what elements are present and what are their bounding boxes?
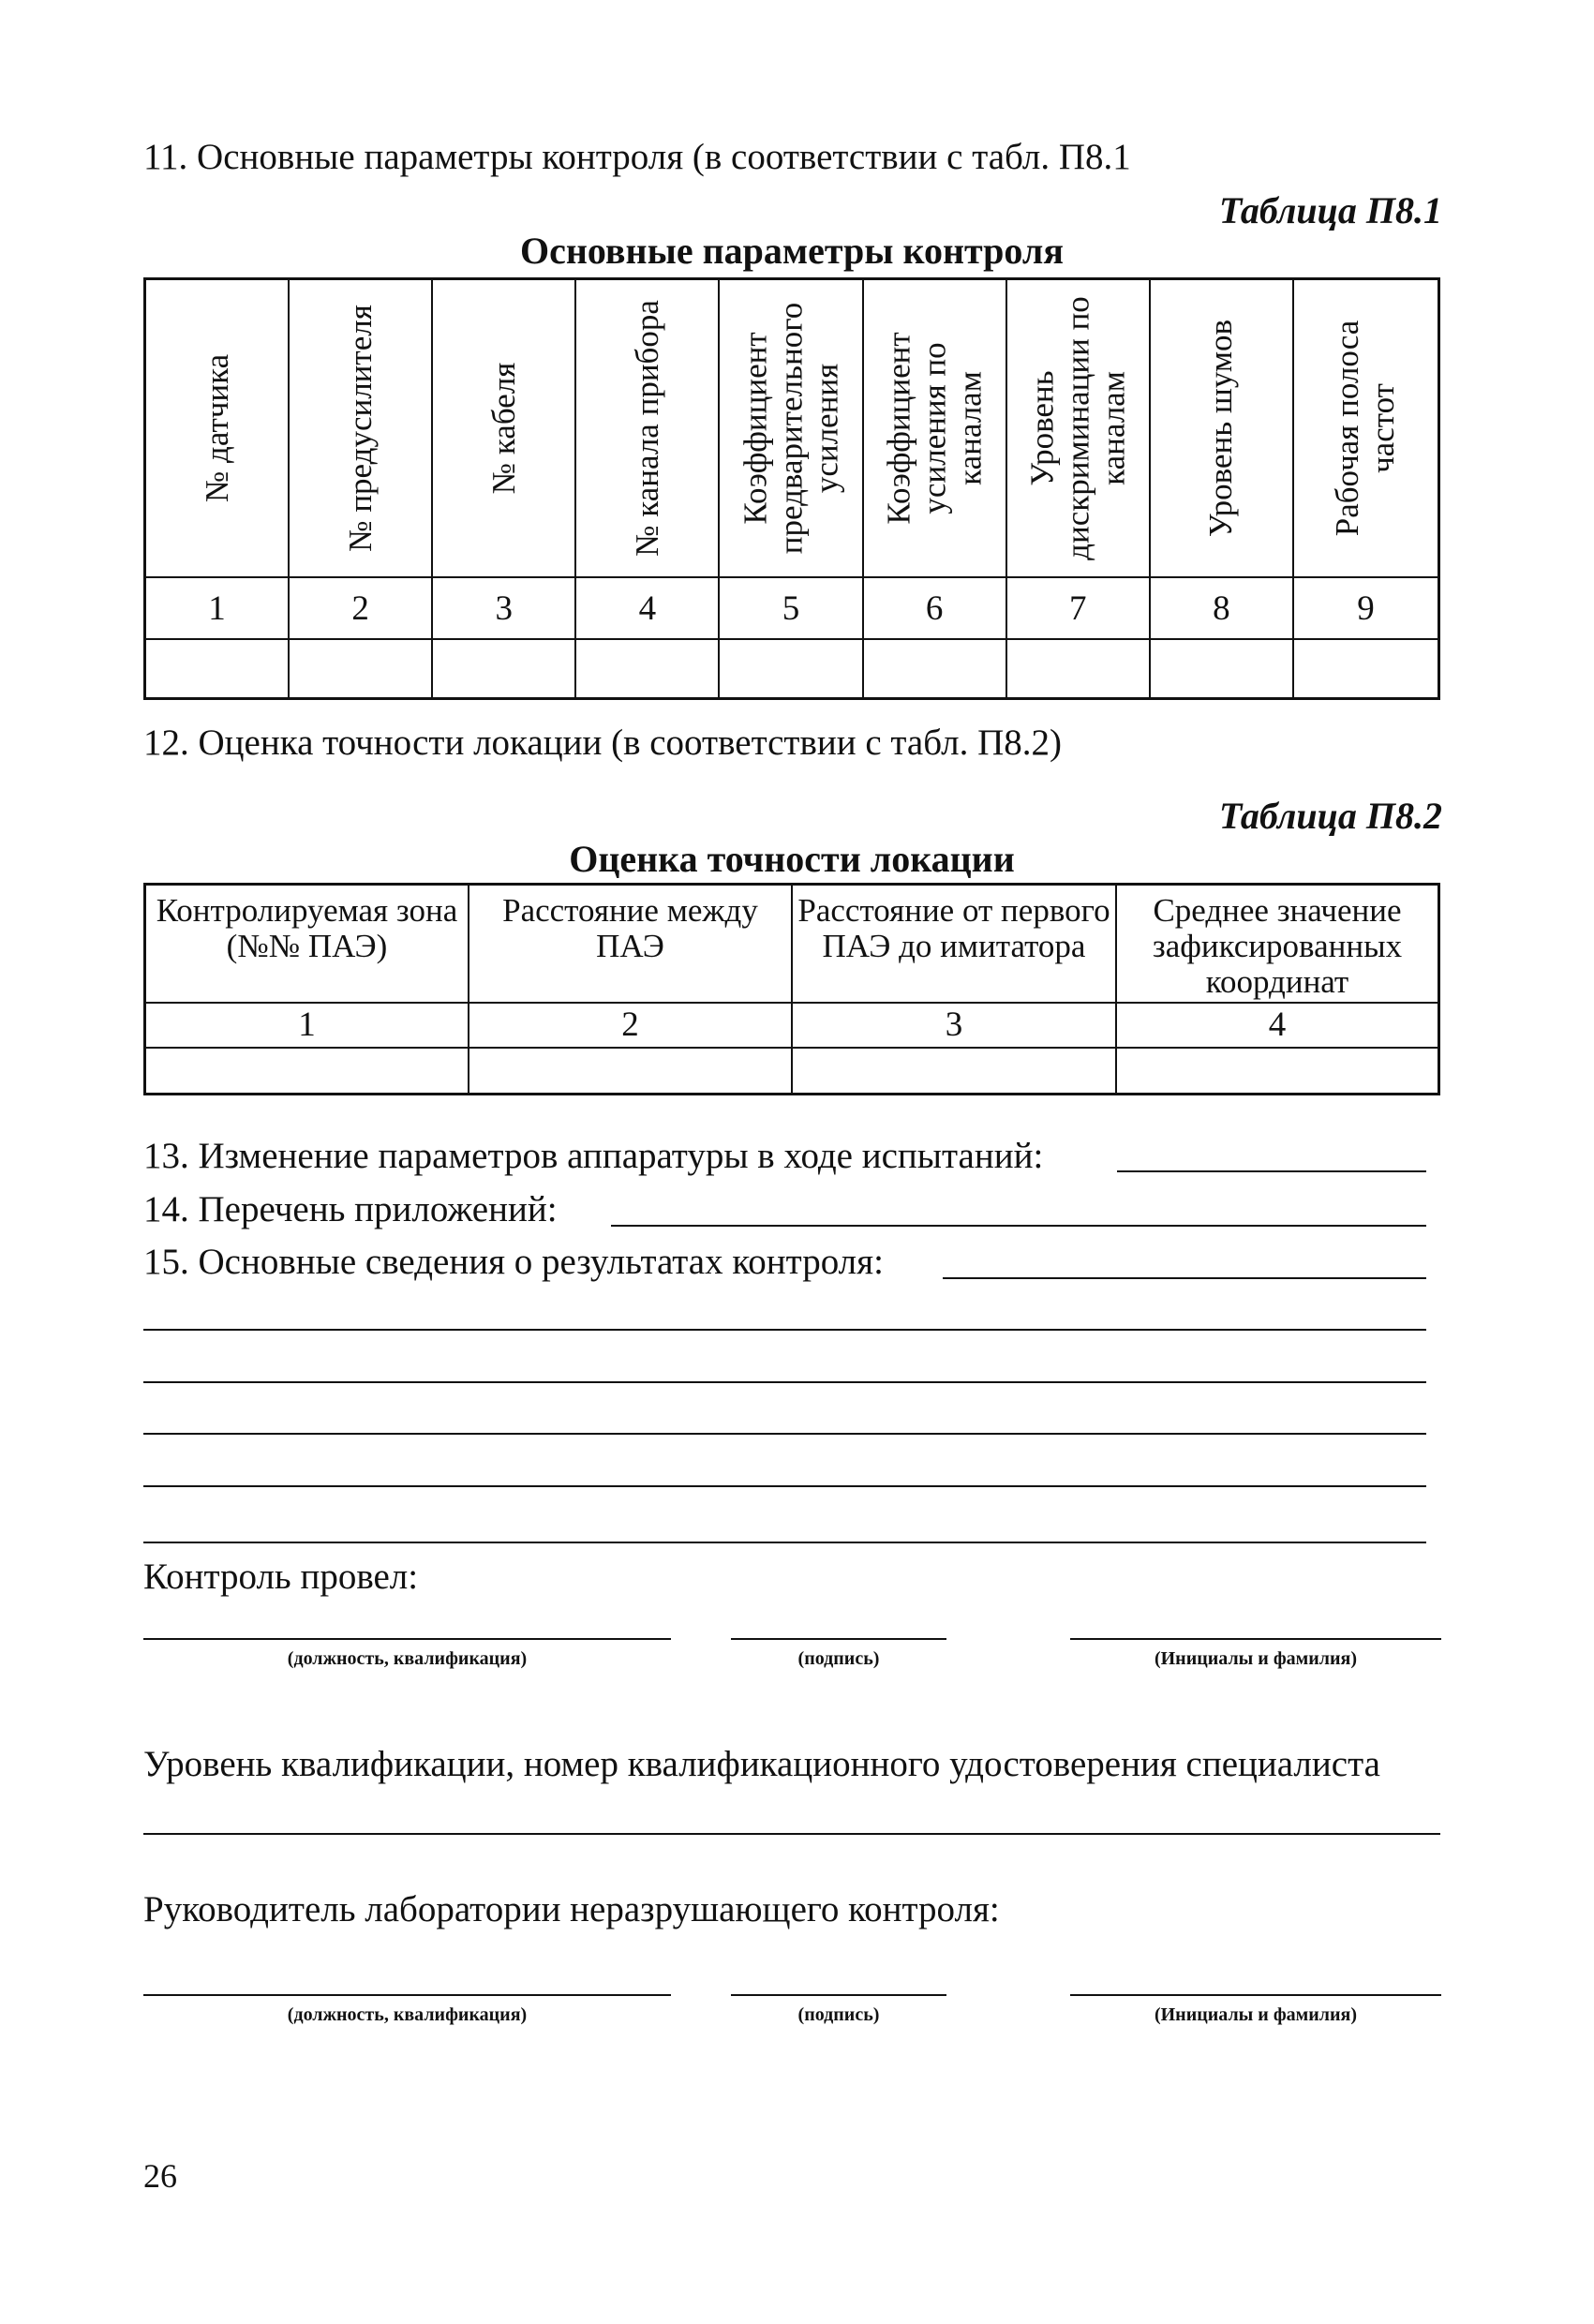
table1-title: Основные параметры контроля — [520, 230, 1064, 272]
table1-column-number: 9 — [1294, 578, 1438, 640]
controlled-by-label: Контроль провел: — [143, 1557, 419, 1597]
name-line[interactable] — [1070, 1994, 1441, 1996]
position-caption: (должность, квалификация) — [287, 2004, 528, 2025]
table1-header-text: № предусилителя — [341, 305, 379, 552]
table1-column-number: 8 — [1151, 578, 1294, 640]
table1-header-cell — [433, 280, 576, 578]
results-blank-line[interactable] — [143, 1433, 1426, 1435]
results-blank-line[interactable] — [143, 1485, 1426, 1487]
page-number: 26 — [143, 2157, 177, 2195]
table1-label: Таблица П8.1 — [1218, 189, 1442, 231]
table2-empty-cell[interactable] — [469, 1049, 793, 1093]
table1-column-number: 1 — [146, 578, 290, 640]
table1-empty-cell[interactable] — [576, 640, 720, 697]
table1-header-cell — [1007, 280, 1151, 578]
table1-header-cell — [146, 280, 290, 578]
table1-header-text: Уровень шумов — [1202, 319, 1240, 538]
table2-empty-cell[interactable] — [1117, 1049, 1438, 1093]
signature-caption: (подпись) — [797, 1648, 880, 1669]
table1-column-number: 6 — [864, 578, 1007, 640]
table1-empty-cell[interactable] — [146, 640, 290, 697]
table1-empty-cell[interactable] — [1007, 640, 1151, 697]
results-blank-line[interactable] — [143, 1542, 1426, 1543]
results-blank-line[interactable] — [143, 1329, 1426, 1331]
item-11-text: 11. Основные параметры контроля (в соответствии с табл. П8.1 — [143, 137, 1131, 177]
table1-column-number: 3 — [433, 578, 576, 640]
table2-header-cell: Контролируемая зона (№№ ПАЭ) — [146, 886, 469, 1004]
table2 — [143, 883, 1440, 1095]
table1-empty-cell[interactable] — [1294, 640, 1438, 697]
table2-header-cell: Расстояние между ПАЭ — [469, 886, 793, 1004]
table1-header-text: Коэффициент предварительного усиления — [737, 302, 844, 555]
table2-column-number: 4 — [1117, 1004, 1438, 1049]
table1-column-number: 5 — [720, 578, 863, 640]
item-14-text: 14. Перечень приложений: — [143, 1189, 558, 1229]
table2-empty-cell[interactable] — [793, 1049, 1117, 1093]
name-caption: (Инициалы и фамилия) — [1154, 1648, 1358, 1669]
table1-header-cell — [720, 280, 863, 578]
table1-header-text: № датчика — [198, 353, 235, 503]
signature-caption: (подпись) — [797, 2004, 880, 2025]
item-15-fill-line[interactable] — [943, 1277, 1426, 1279]
table2-label: Таблица П8.2 — [1218, 795, 1442, 837]
table1-column-number: 4 — [576, 578, 720, 640]
item-12-text: 12. Оценка точности локации (в соответствии с табл. П8.2) — [143, 723, 1062, 763]
table2-column-number: 1 — [146, 1004, 469, 1049]
table1-empty-cell[interactable] — [720, 640, 863, 697]
table1-empty-cell[interactable] — [290, 640, 433, 697]
item-15-text: 15. Основные сведения о результатах контроля: — [143, 1242, 884, 1282]
name-line[interactable] — [1070, 1638, 1441, 1640]
table2-header-cell: Расстояние от первого ПАЭ до имитатора — [793, 886, 1117, 1004]
table2-title: Оценка точности локации — [569, 838, 1015, 880]
table2-column-number: 2 — [469, 1004, 793, 1049]
table1-header-cell — [864, 280, 1007, 578]
position-caption: (должность, квалификация) — [287, 1648, 528, 1669]
results-blank-line[interactable] — [143, 1381, 1426, 1383]
signature-line[interactable] — [731, 1638, 946, 1640]
table1-column-number: 7 — [1007, 578, 1151, 640]
item-13-fill-line[interactable] — [1117, 1170, 1426, 1172]
qualification-line[interactable] — [143, 1833, 1440, 1835]
item-13-text: 13. Изменение параметров аппаратуры в ходе испытаний: — [143, 1136, 1044, 1176]
table1-header-cell — [290, 280, 433, 578]
table1-header-cell — [576, 280, 720, 578]
name-caption: (Инициалы и фамилия) — [1154, 2004, 1358, 2025]
item-14-fill-line[interactable] — [611, 1225, 1426, 1227]
table1-empty-cell[interactable] — [1151, 640, 1294, 697]
table1 — [143, 277, 1440, 700]
position-line[interactable] — [143, 1994, 671, 1996]
table2-column-number: 3 — [793, 1004, 1117, 1049]
table1-empty-cell[interactable] — [864, 640, 1007, 697]
table1-header-text: № канала прибора — [628, 300, 665, 557]
table1-header-cell — [1151, 280, 1294, 578]
table1-header-cell — [1294, 280, 1438, 578]
table1-header-text: Рабочая полоса частот — [1329, 320, 1402, 537]
table1-header-text: № кабеля — [484, 362, 522, 495]
table1-header-text: Уровень дискриминации по каналам — [1023, 296, 1132, 560]
signature-line[interactable] — [731, 1994, 946, 1996]
head-of-lab-label: Руководитель лаборатории неразрушающего контроля: — [143, 1889, 1000, 1929]
table2-header-cell: Среднее значение зафиксированных координат — [1117, 886, 1438, 1004]
qualification-text: Уровень квалификации, номер квалификационного удостоверения специалиста — [143, 1744, 1380, 1784]
table2-empty-cell[interactable] — [146, 1049, 469, 1093]
table1-column-number: 2 — [290, 578, 433, 640]
table1-empty-cell[interactable] — [433, 640, 576, 697]
table1-header-text: Коэффициент усиления по каналам — [880, 332, 988, 525]
position-line[interactable] — [143, 1638, 671, 1640]
